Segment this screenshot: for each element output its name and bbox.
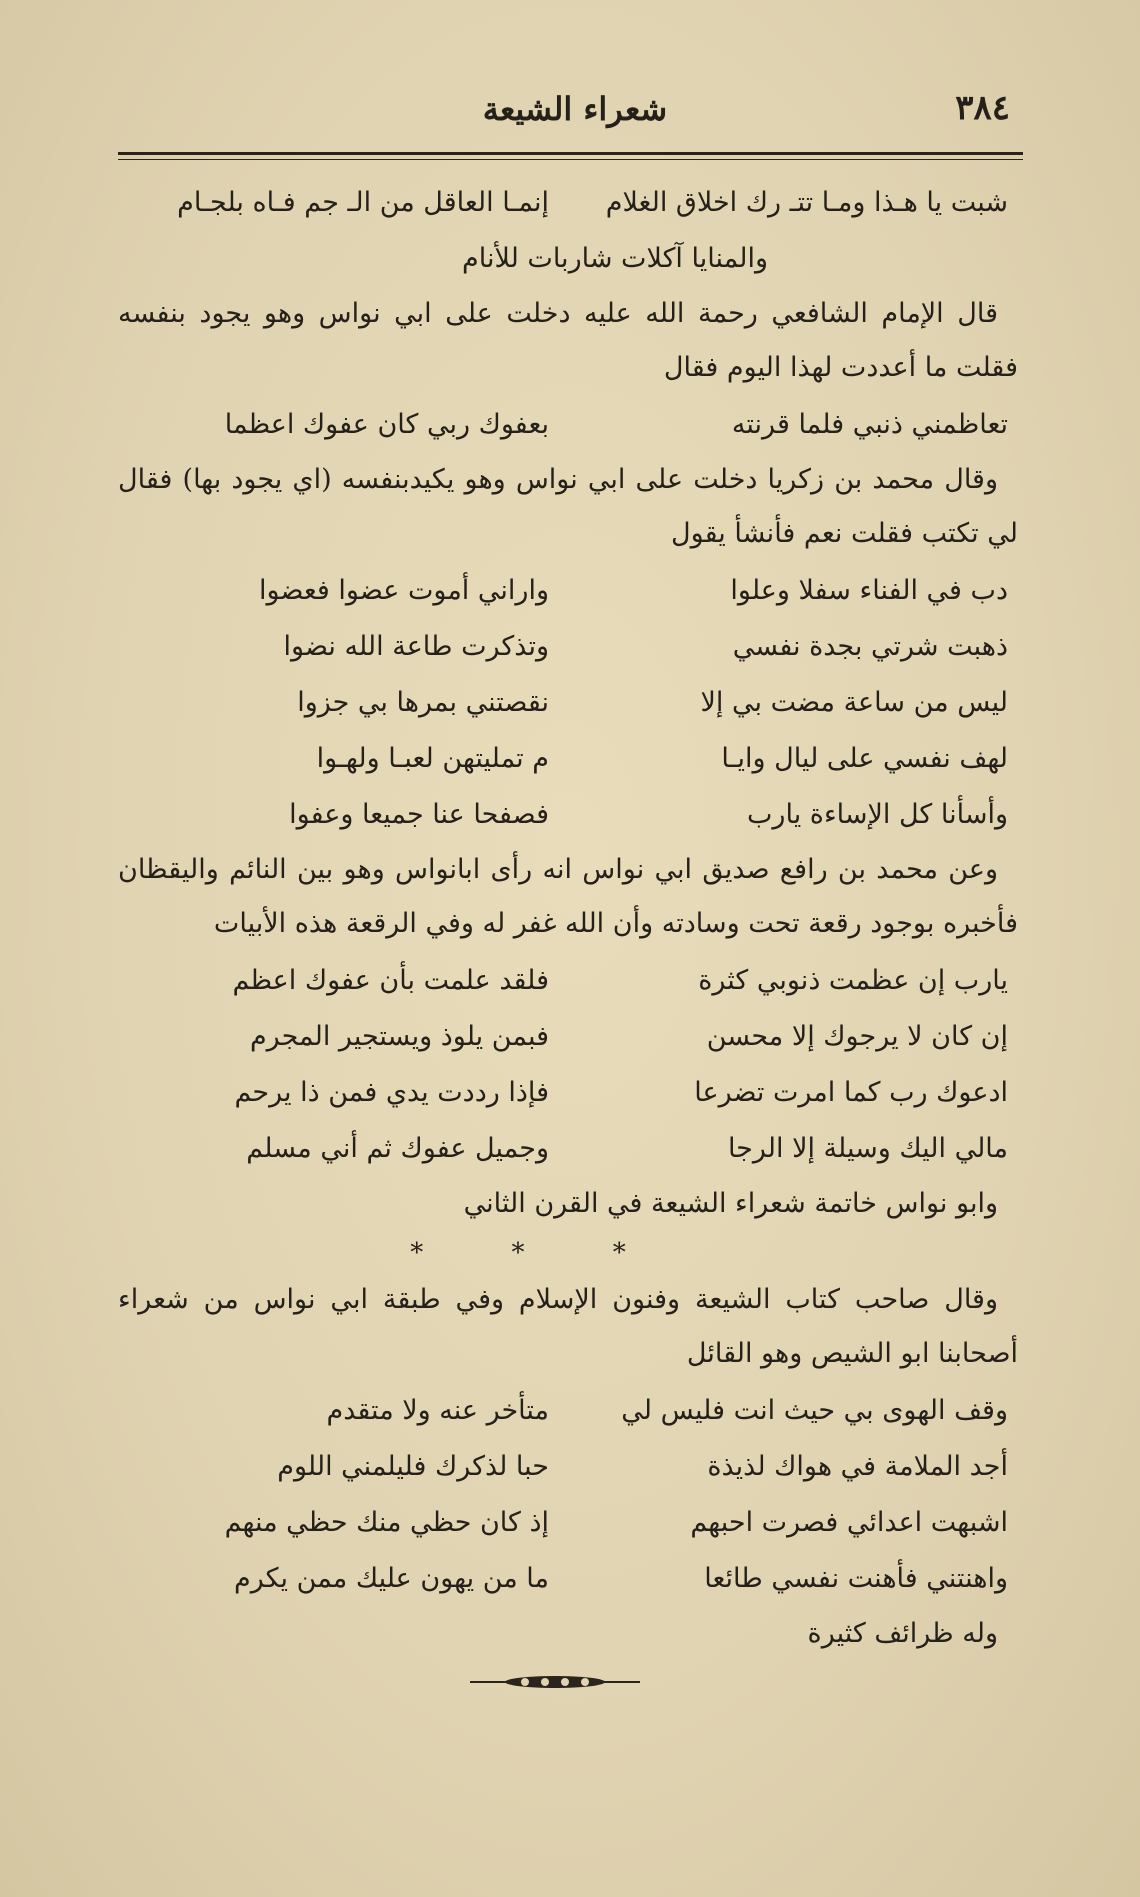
verse-line [118,1009,1018,1065]
page-number: ٣٨٤ [955,88,1010,128]
verse-first-hemistich: دب في الفناء سفلا وعلوا [730,575,1008,606]
verse-first-hemistich: ذهبت شرتي بجدة نفسي [732,631,1008,662]
verse-second-hemistich: فلقد علمت بأن عفوك اعظم [232,965,549,996]
verse-line [118,1383,1018,1439]
paragraph: وعن محمد بن رافع صديق ابي نواس انه رأى ابانواس وهو بين النائم واليقظان فأخبره بوجود رقعة تحت وسادته وأن الله غفر له وفي الرقعة هذه الأبيات [118,854,1018,939]
body-text [118,175,1018,1663]
verse-first-hemistich: مالي اليك وسيلة إلا الرجا [727,1133,1008,1164]
verse-first-hemistich: لهف نفسي على ليال وايـا [721,743,1008,774]
verse-second-hemistich: فبمن يلوذ ويستجير المجرم [249,1021,549,1052]
verse-first-hemistich: وأسأنا كل الإساءة يارب [747,799,1008,830]
verse-first-hemistich: ليس من ساعة مضت بي إلا [700,687,1008,718]
verse-first-hemistich: وقف الهوى بي حيث انت فليس لي [621,1395,1008,1426]
verse-second-hemistich: إنمـا العاقل من الـ جم فـاه بلجـام [177,187,549,218]
verse-first-hemistich: شبت يا هـذا ومـا تتـ رك اخلاق الغلام [605,187,1008,218]
poem-1 [118,563,1018,843]
paragraph: وقال صاحب كتاب الشيعة وفنون الإسلام وفي طبقة ابي نواس من شعراء أصحابنا ابو الشيص وهو القائل [118,1284,1018,1369]
page-header [140,88,1010,138]
poem-2 [118,953,1018,1177]
verse-line [118,1495,1018,1551]
verse-line [118,1121,1018,1177]
header-rule [118,152,1023,155]
verse-line [118,1439,1018,1495]
verse-second-hemistich: م تمليتهن لعبـا ولهـوا [316,743,549,774]
verse-line [118,1551,1018,1607]
verse-line [118,1065,1018,1121]
verse-line [118,619,1018,675]
verse-second-hemistich: بعفوك ربي كان عفوك اعظما [224,409,549,440]
verse-second-hemistich: وجميل عفوك ثم أني مسلم [246,1133,549,1164]
verse-line [118,563,1018,619]
paragraph: وابو نواس خاتمة شعراء الشيعة في القرن الثاني [463,1188,998,1219]
verse-single-line: والمنايا آكلات شاربات للأنام [462,243,768,274]
verse-second-hemistich: ما من يهون عليك ممن يكرم [234,1563,549,1594]
verse-first-hemistich: إن كان لا يرجوك إلا محسن [706,1021,1008,1052]
poem-3 [118,1383,1018,1607]
paragraph: وله ظرائف كثيرة [807,1618,998,1649]
verse-second-hemistich: وتذكرت طاعة الله نضوا [283,631,549,662]
verse-line [118,675,1018,731]
running-title: شعراء الشيعة [482,90,668,128]
verse-first-hemistich: واهنتني فأهنت نفسي طائعا [704,1563,1008,1594]
verse-first-hemistich: تعاظمني ذنبي فلما قرنته [731,409,1008,440]
verse-first-hemistich: يارب إن عظمت ذنوبي كثرة [698,965,1008,996]
verse-line [118,231,1018,287]
verse-second-hemistich: فإذا رددت يدي فمن ذا يرحم [234,1077,549,1108]
header-rule-thin [118,159,1023,160]
verse-line [118,175,1018,231]
verse-second-hemistich: إذ كان حظي منك حظي منهم [224,1507,549,1538]
verse-second-hemistich: متأخر عنه ولا متقدم [326,1395,549,1426]
paragraph: وقال محمد بن زكريا دخلت على ابي نواس وهو يكيدبنفسه (اي يجود بها) فقال لي تكتب فقلت نعم فأنشأ يقول [118,464,1018,549]
verse-first-hemistich: ادعوك رب كما امرت تضرعا [694,1077,1008,1108]
verse-first-hemistich: أجد الملامة في هواك لذيذة [707,1451,1008,1482]
verse-line [118,787,1018,843]
end-ornament [470,1672,640,1692]
verse-line [118,953,1018,1009]
paragraph: قال الإمام الشافعي رحمة الله عليه دخلت على ابي نواس وهو يجود بنفسه فقلت ما أعددت لهذا اليوم فقال [118,298,1018,383]
verse-second-hemistich: واراني أموت عضوا فعضوا [259,575,549,606]
verse-second-hemistich: حبا لذكرك فليلمني اللوم [277,1451,549,1482]
verse-second-hemistich: فصفحا عنا جميعا وعفوا [289,799,549,830]
verse-second-hemistich: نقصتني بمرها بي جزوا [297,687,549,718]
verse-line [118,397,1018,453]
section-divider-stars: * * * [410,1238,666,1268]
verse-line [118,731,1018,787]
verse-first-hemistich: اشبهت اعدائي فصرت احبهم [690,1507,1008,1538]
